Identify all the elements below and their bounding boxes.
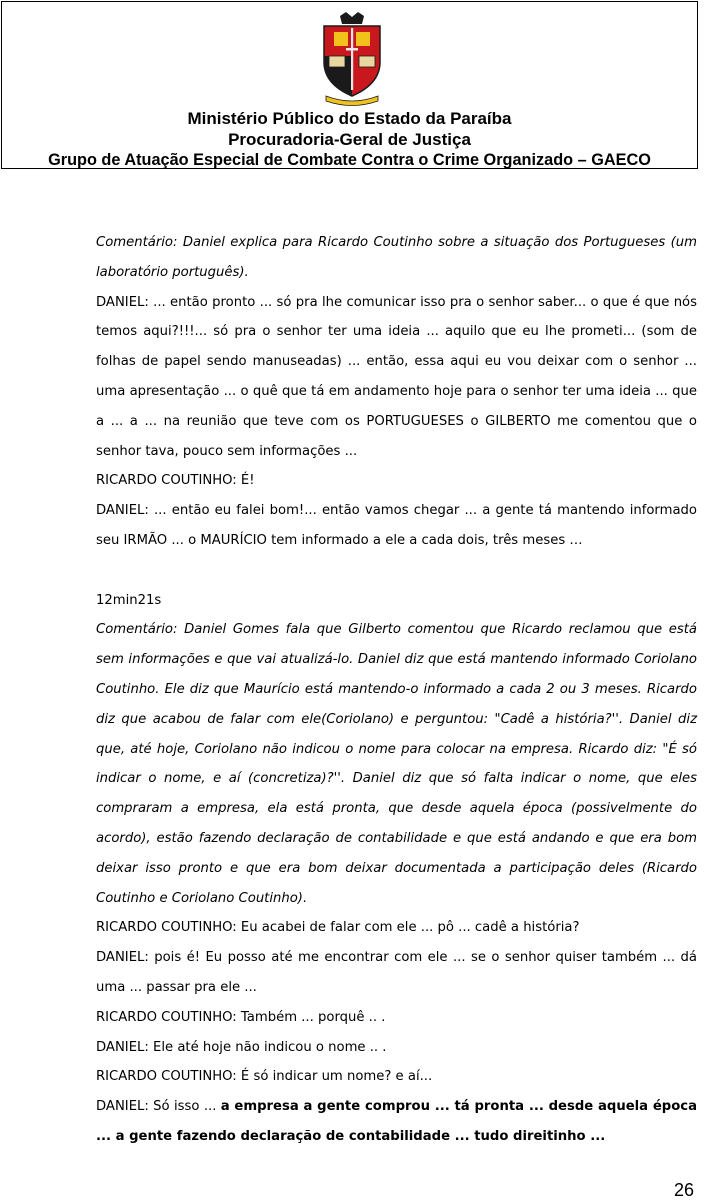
dialogue-paragraph: RICARDO COUTINHO: É! [96, 473, 255, 489]
document-body [96, 228, 697, 1152]
dialogue-paragraph: DANIEL: Ele até hoje não indicou o nome .. . [96, 1039, 387, 1055]
dialogue-paragraph: DANIEL: ... então eu falei bom!... então vamos chegar ... a gente tá mantendo informado seu IRMÃO ... o MAURÍCIO tem informado a ele a cada dois, três meses … [96, 503, 697, 548]
dialogue-paragraph [96, 1092, 697, 1152]
timestamp: 12min21s [96, 592, 162, 608]
page-number: 26 [674, 1180, 695, 1200]
dialogue-paragraph: RICARDO COUTINHO: Também ... porquê .. . [96, 1009, 386, 1025]
dialogue-paragraph: DANIEL: pois é! Eu posso até me encontrar com ele ... se o senhor quiser também ... dá uma ... passar pra ele ... [96, 950, 697, 995]
header-department: Procuradoria-Geral de Justiça [228, 130, 471, 149]
dialogue-paragraph: RICARDO COUTINHO: Eu acabei de falar com ele ... pô ... cadê a história? [96, 920, 580, 936]
emphasized-text: a empresa a gente comprou ... tá pronta ... desde aquela época ... a gente fazendo declaração de contabilidade ... tudo direitinho ... [96, 1099, 697, 1144]
dialogue-text: DANIEL: Só isso ... [96, 1099, 221, 1115]
comment-paragraph: Comentário: Daniel Gomes fala que Gilberto comentou que Ricardo reclamou que está sem informações e que vai atualizá-lo. Daniel diz que está mantendo informado Coriolano Coutinho. Ele diz que Maurício está mantendo-o informado a cada 2 ou 3 meses. Ricardo diz que acabou de falar com ele(Coriolano) e perguntou: "Cadê a história?''. Daniel diz que, até hoje, Coriolano não indicou o nome para colocar na empresa. Ricardo diz: "É só indicar o nome, e aí (concretiza)?''. Daniel diz que só falta indicar o nome, que eles compraram a empresa, ela está pronta, que desde aquela época (possivelmente do acordo), estão fazendo declaração de contabilidade e que está andando e que era bom deixar isso pronto e que era bom deixar documentada a participação deles (Ricardo Coutinho e Coriolano Coutinho). [96, 622, 697, 906]
header-group-name: Grupo de Atuação Especial de Combate Contra o Crime Organizado – GAECO [48, 151, 651, 169]
coat-of-arms-emblem [320, 12, 384, 106]
comment-paragraph: Comentário: Daniel explica para Ricardo Coutinho sobre a situação dos Portugueses (um laboratório português). [96, 235, 697, 280]
header-org-name: Ministério Público do Estado da Paraíba [187, 109, 512, 128]
dialogue-paragraph: RICARDO COUTINHO: É só indicar um nome? e aí... [96, 1069, 433, 1085]
dialogue-paragraph: DANIEL: ... então pronto ... só pra lhe comunicar isso pra o senhor saber... o que é que nós temos aqui?!!!... só pra o senhor ter uma ideia ... aquilo que eu lhe prometi... (som de folhas de papel sendo manuseadas) ... então, essa aqui eu vou deixar com o senhor ... uma apresentação ... o quê que tá em andamento hoje para o senhor ter uma ideia ... que a ... a ... na reunião que teve com os PORTUGUESES o GILBERTO me comentou que o senhor tava, pouco sem informações ... [96, 294, 697, 459]
letterhead [1, 1, 698, 169]
